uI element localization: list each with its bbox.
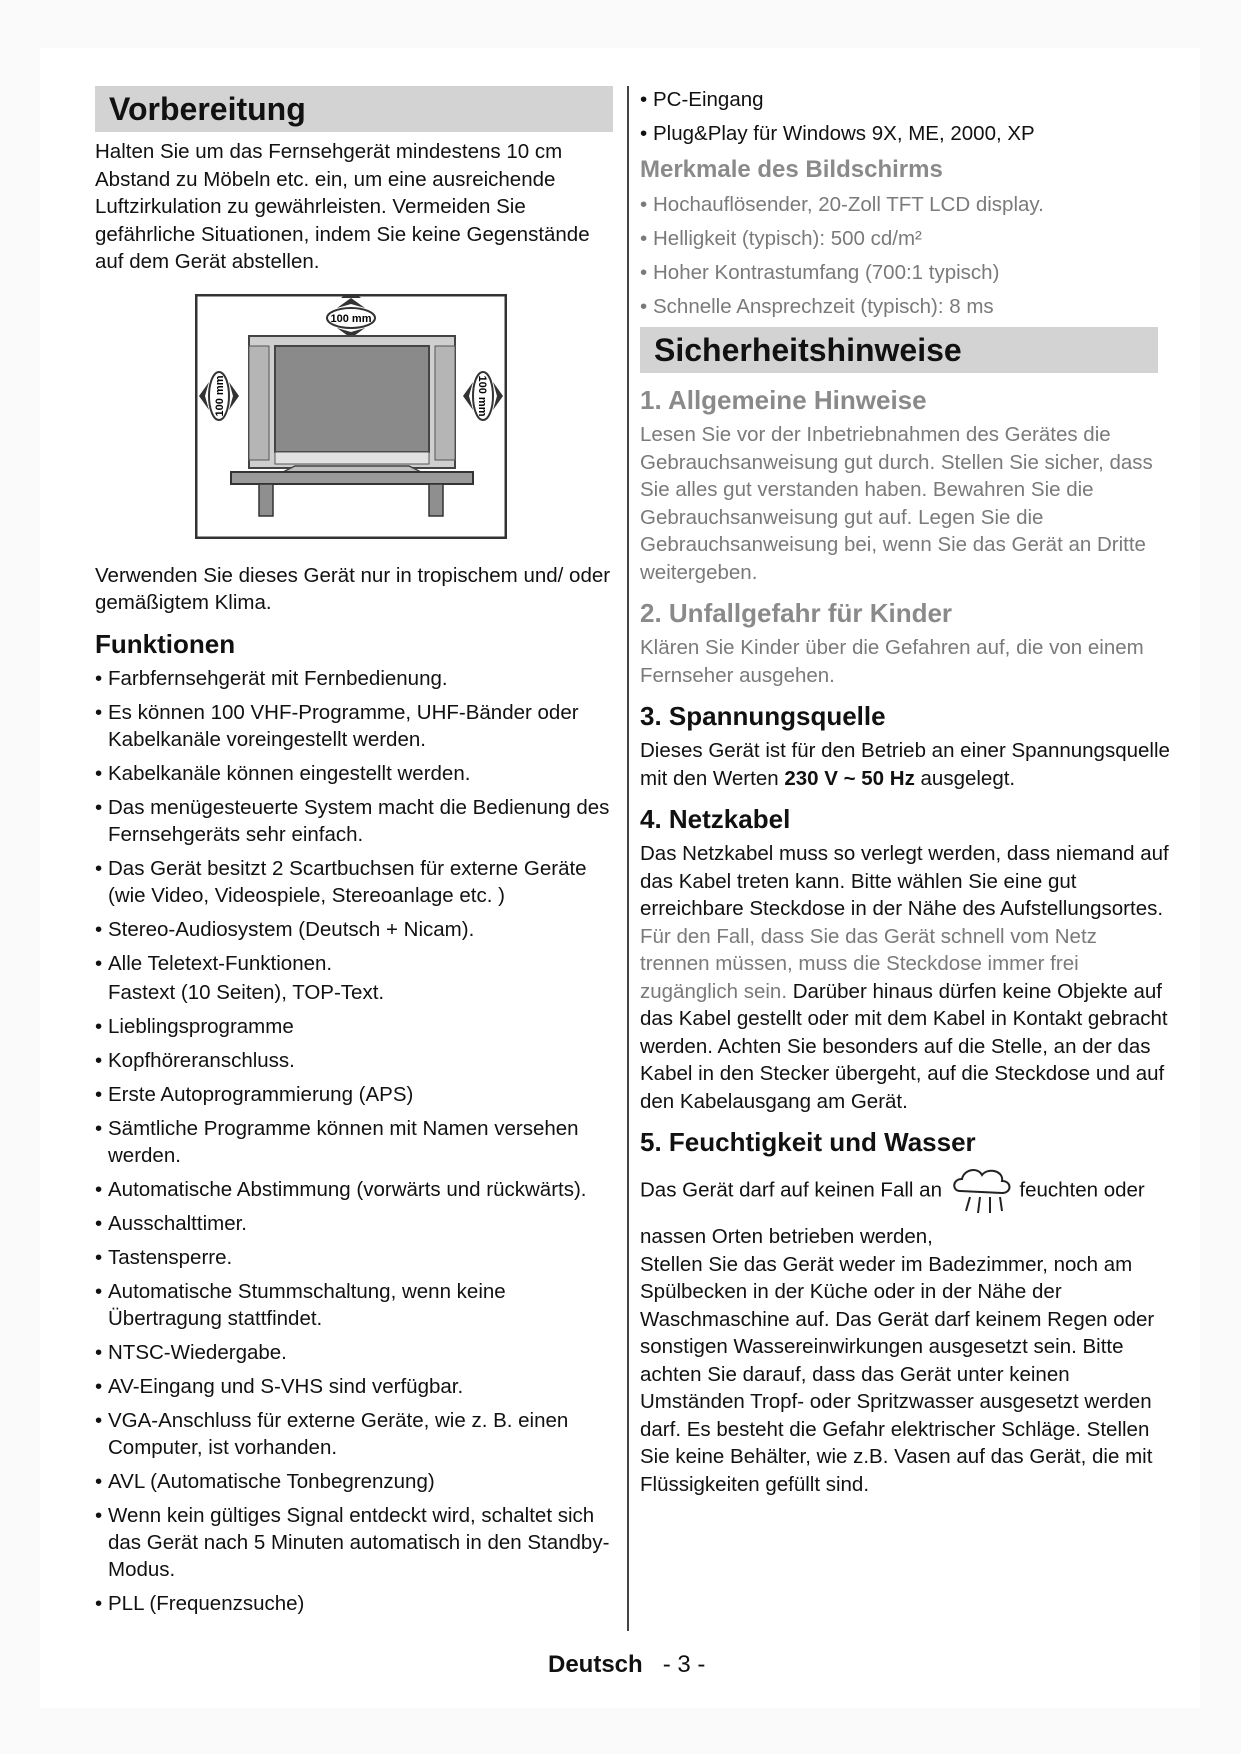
list-item: • Erste Autoprogrammierung (APS) bbox=[95, 1082, 414, 1106]
list-item: • Hochauflösender, 20-Zoll TFT LCD display. bbox=[640, 193, 1044, 216]
list-item: • Ausschalttimer. bbox=[95, 1211, 247, 1235]
list-item: • Stereo-Audiosystem (Deutsch + Nicam). bbox=[95, 917, 475, 941]
intro-paragraph: Halten Sie um das Fernsehgerät mindestens 10 cm Abstand zu Möbeln etc. ein, um eine ausreichende Luftzirkulation zu gewährleisten. Vermeiden Sie gefährliche Situationen, indem Sie keine Gegenstände auf dem Gerät abstellen. bbox=[95, 140, 590, 273]
right-clearance-label: 100 mm bbox=[476, 375, 488, 416]
list-item: • Lieblingsprogramme bbox=[95, 1014, 294, 1038]
power-cable-text: Das Netzkabel muss so verlegt werden, dass niemand auf das Kabel treten kann. Bitte wählen Sie eine gut erreichbare Steckdose in der Nähe des Aufstellungsortes. Für den Fall, dass Sie das Gerät schnell vom Netz trennen müssen, muss die Steckdose immer frei zugänglich sein. Darüber hinaus dürfen keine Objekte auf das Kabel gestellt oder mit dem Kabel in Kontakt gebracht werden. Achten Sie besonders auf die Stelle, an der das Kabel in den Stecker übergeht, auf die Steckdose und auf den Kabelausgang am Gerät. bbox=[640, 842, 1169, 1113]
tv-clearance-diagram bbox=[195, 294, 507, 539]
list-item: • Automatische Abstimmung (vorwärts und rückwärts). bbox=[95, 1177, 587, 1201]
moisture-line-2: nassen Orten betrieben werden, bbox=[640, 1225, 933, 1248]
list-item: • Wenn kein gültiges Signal entdeckt wird, schaltet sich das Gerät nach 5 Minuten automatisch in den Standby-Modus. bbox=[95, 1503, 610, 1581]
list-item: • Plug&Play für Windows 9X, ME, 2000, XP bbox=[640, 122, 1035, 145]
list-item: • Das Gerät besitzt 2 Scartbuchsen für externe Geräte (wie Video, Videospiele, Stereoanlage etc. ) bbox=[95, 856, 587, 907]
footer-language: Deutsch bbox=[548, 1651, 643, 1678]
list-item: • Tastensperre. bbox=[95, 1245, 233, 1269]
rain-cloud-icon bbox=[948, 1165, 1014, 1217]
page-number: - 3 - bbox=[662, 1651, 706, 1678]
table-leg bbox=[429, 484, 443, 516]
general-notes-heading: 1. Allgemeine Hinweise bbox=[640, 385, 927, 415]
list-item: • Sämtliche Programme können mit Namen versehen werden. bbox=[95, 1116, 579, 1167]
list-item: • Kopfhöreranschluss. bbox=[95, 1048, 295, 1072]
power-source-heading: 3. Spannungsquelle bbox=[640, 701, 886, 731]
right-column bbox=[640, 86, 1170, 1498]
left-clearance-label: 100 mm bbox=[214, 375, 226, 416]
page-footer bbox=[548, 1650, 705, 1680]
list-item: • VGA-Anschluss für externe Geräte, wie z. B. einen Computer, ist vorhanden. bbox=[95, 1408, 569, 1459]
climate-paragraph: Verwenden Sie dieses Gerät nur in tropischem und/ oder gemäßigtem Klima. bbox=[95, 563, 611, 614]
list-item: • Helligkeit (typisch): 500 cd/m² bbox=[640, 227, 922, 250]
general-notes-text: Lesen Sie vor der Inbetriebnahmen des Gerätes die Gebrauchsanweisung gut durch. Stellen Sie sicher, dass Sie alles gut verstanden haben. Bewahren Sie die Gebrauchsanweisung gut auf. Legen Sie die Gebrauchsanweisung bei, wenn Sie das Gerät an Dritte weitergeben. bbox=[640, 423, 1153, 584]
connections-list bbox=[640, 86, 1170, 147]
tv-left-speaker bbox=[249, 346, 269, 460]
list-item: • AVL (Automatische Tonbegrenzung) bbox=[95, 1469, 435, 1493]
list-item: • Das menügesteuerte System macht die Bedienung des Fernsehgeräts sehr einfach. bbox=[95, 795, 610, 846]
functions-list bbox=[95, 665, 615, 1617]
list-item: • Automatische Stummschaltung, wenn keine Übertragung stattfindet. bbox=[95, 1279, 506, 1330]
tv-right-speaker bbox=[435, 346, 455, 460]
child-hazard-text: Klären Sie Kinder über die Gefahren auf, die von einem Fernseher ausgehen. bbox=[640, 636, 1144, 687]
power-cable-heading: 4. Netzkabel bbox=[640, 804, 791, 834]
child-hazard-heading: 2. Unfallgefahr für Kinder bbox=[640, 598, 953, 628]
list-item: • Alle Teletext-Funktionen. bbox=[95, 951, 333, 975]
left-column bbox=[95, 86, 615, 1624]
list-item: • PC-Eingang bbox=[640, 88, 764, 111]
display-features-heading: Merkmale des Bildschirms bbox=[640, 156, 943, 183]
moisture-heading: 5. Feuchtigkeit und Wasser bbox=[640, 1127, 976, 1157]
list-item: • Es können 100 VHF-Programme, UHF-Bänder oder Kabelkanäle voreingestellt werden. bbox=[95, 700, 579, 751]
functions-heading: Funktionen bbox=[95, 628, 236, 659]
table-leg bbox=[259, 484, 273, 516]
list-item: • AV-Eingang und S-VHS sind verfügbar. bbox=[95, 1374, 464, 1398]
section-title-sicherheitshinweise: Sicherheitshinweise bbox=[640, 327, 1158, 373]
list-item-continuation: Fastext (10 Seiten), TOP-Text. bbox=[108, 980, 385, 1004]
list-item: • PLL (Frequenzsuche) bbox=[95, 1591, 305, 1615]
list-item: • NTSC-Wiedergabe. bbox=[95, 1340, 287, 1364]
table-top bbox=[231, 472, 473, 484]
top-clearance-label: 100 mm bbox=[330, 312, 372, 325]
display-features-list bbox=[640, 191, 1170, 320]
column-divider bbox=[627, 86, 629, 1631]
moisture-text: Stellen Sie das Gerät weder im Badezimmer, noch am Spülbecken in der Küche oder in der Nähe der Waschmaschine auf. Das Gerät darf keinem Regen oder sonstigen Wassereinwirkungen ausgesetzt sein. Bitte achten Sie darauf, dass das Gerät unter keinen Umständen Tropf- oder Spritzwasser ausgesetzt werden darf. Es besteht die Gefahr elektrischer Schläge. Stellen Sie keine Behälter, wie z.B. Vasen auf das Gerät, die mit Flüssigkeiten gefüllt sind. bbox=[640, 1252, 1155, 1496]
list-item: • Schnelle Ansprechzeit (typisch): 8 ms bbox=[640, 295, 994, 318]
section-title-vorbereitung: Vorbereitung bbox=[95, 86, 613, 132]
list-item: • Hoher Kontrastumfang (700:1 typisch) bbox=[640, 261, 1000, 284]
list-item: • Kabelkanäle können eingestellt werden. bbox=[95, 761, 471, 785]
power-source-text: Dieses Gerät ist für den Betrieb an einer Spannungsquelle mit den Werten 230 V ~ 50 Hz ausgelegt. bbox=[640, 739, 1170, 790]
list-item: • Farbfernsehgerät mit Fernbedienung. bbox=[95, 666, 448, 690]
tv-screen bbox=[275, 346, 429, 452]
moisture-line-1: Das Gerät darf auf keinen Fall an feuchten oder bbox=[640, 1165, 1170, 1217]
